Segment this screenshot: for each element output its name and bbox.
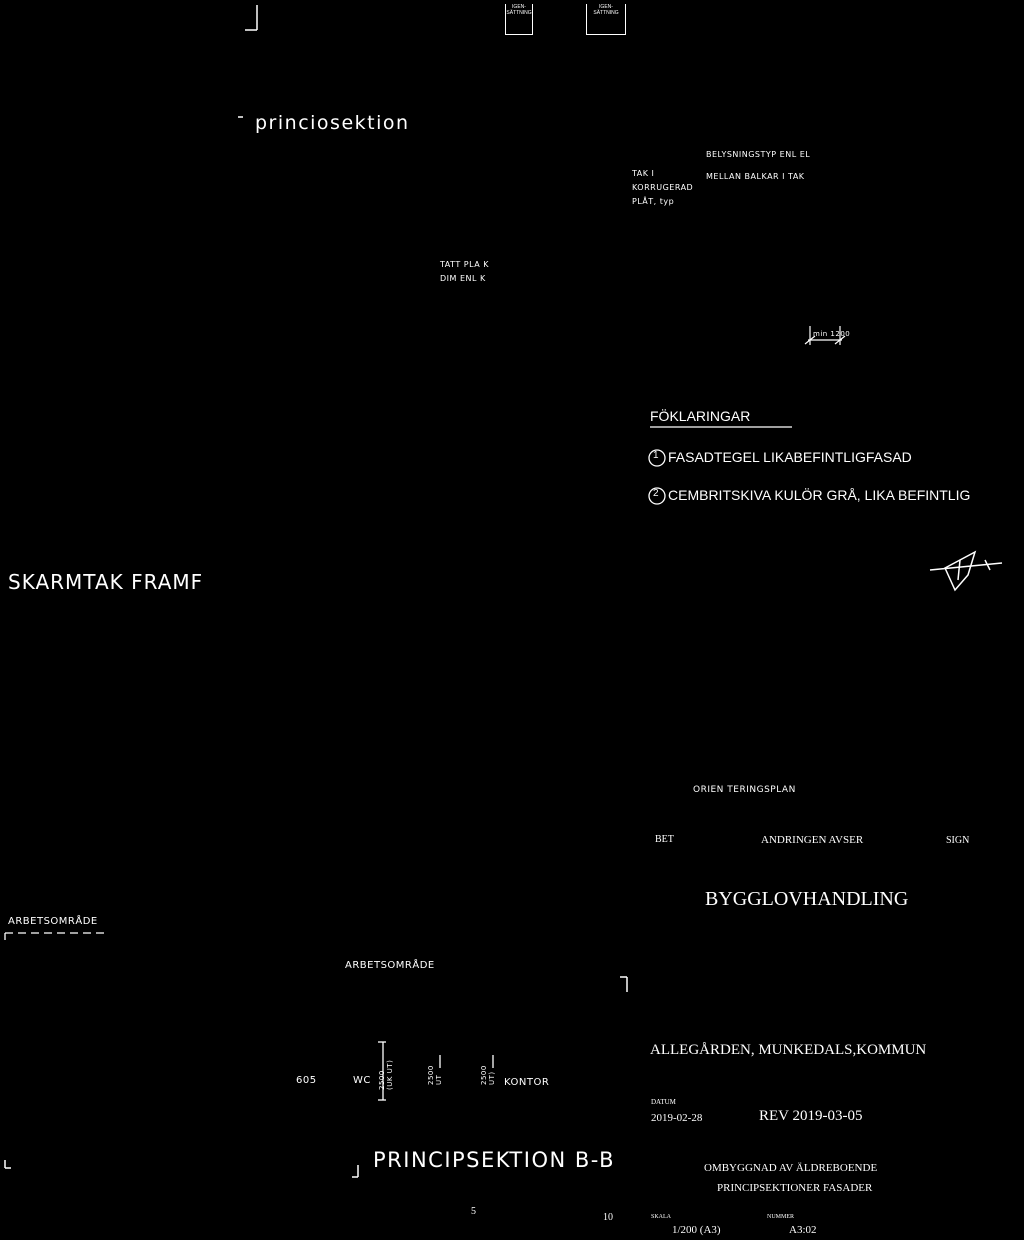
legend-item-1-text: FASADTEGEL LIKABEFINTLIGFASAD bbox=[668, 449, 912, 465]
flat-note-1: TATT PLA K bbox=[440, 260, 490, 269]
light-note-1: BELYSNINGSTYP ENL EL bbox=[706, 150, 811, 159]
rev-col-change: ANDRINGEN AVSER bbox=[761, 834, 864, 846]
number-label: NUMMER bbox=[767, 1214, 795, 1220]
work-area-center: ARBETSOMRÅDE bbox=[345, 960, 435, 971]
scale-bar-10: 10 bbox=[603, 1212, 613, 1223]
scale-value: 1/200 (A3) bbox=[672, 1224, 721, 1236]
section-title-top: princiosektion bbox=[255, 112, 410, 134]
project-name: ALLEGÅRDEN, MUNKEDALS,KOMMUN bbox=[650, 1042, 927, 1058]
top-marker-2-label: IGEN- SÄTTNING bbox=[593, 4, 619, 16]
room-height-1: 2500 (UK UT) bbox=[378, 1059, 394, 1090]
revision-date: REV 2019-03-05 bbox=[759, 1108, 863, 1124]
light-note-2: MELLAN BALKAR I TAK bbox=[706, 172, 805, 181]
bygglov-stamp: BYGGLOVHANDLING bbox=[705, 888, 909, 910]
flat-note-2: DIM ENL K bbox=[440, 274, 486, 283]
room-height-3: 2500 UT) bbox=[480, 1065, 496, 1085]
date-label: DATUM bbox=[651, 1098, 676, 1106]
description-line-1: OMBYGGNAD AV ÄLDREBOENDE bbox=[704, 1162, 878, 1174]
room-wc: WC bbox=[353, 1075, 371, 1086]
roof-note-1: TAK I bbox=[632, 169, 655, 178]
dimension-label: min 1200 bbox=[813, 330, 851, 338]
legend-title: FÖKLARINGAR bbox=[650, 408, 751, 424]
roof-note-2: KORRUGERAD bbox=[632, 183, 694, 192]
top-marker-1-label: IGEN- SÄTTNING bbox=[506, 4, 532, 16]
legend-item-2-text: CEMBRITSKIVA KULÖR GRÅ, LIKA BEFINTLIG bbox=[668, 487, 971, 503]
top-marker-2 bbox=[586, 4, 626, 35]
top-marker-1 bbox=[505, 4, 533, 35]
legend-item-1-num: 1 bbox=[653, 450, 659, 461]
room-kontor: KONTOR bbox=[504, 1077, 550, 1088]
scale-label: SKALA bbox=[651, 1214, 672, 1220]
canopy-label: SKARMTAK FRAMF bbox=[8, 570, 204, 594]
description-line-2: PRINCIPSEKTIONER FASADER bbox=[717, 1182, 873, 1194]
legend-item-2-num: 2 bbox=[653, 488, 659, 499]
drawing-number: A3:02 bbox=[789, 1224, 817, 1236]
rev-col-bet: BET bbox=[655, 834, 674, 845]
north-arrow-icon bbox=[930, 552, 1002, 590]
work-area-left: ARBETSOMRÅDE bbox=[8, 916, 98, 927]
section-title-bottom: PRINCIPSEKTION B-B bbox=[373, 1148, 615, 1172]
roof-note-3: PLÅT, typ bbox=[632, 197, 675, 206]
date-value: 2019-02-28 bbox=[651, 1112, 703, 1124]
scale-bar-5: 5 bbox=[471, 1206, 476, 1217]
rev-col-sign: SIGN bbox=[946, 835, 970, 846]
room-number: 605 bbox=[296, 1075, 317, 1086]
orientation-label: ORIEN TERINGSPLAN bbox=[693, 785, 796, 795]
room-height-2: 2500 UT bbox=[427, 1065, 443, 1085]
